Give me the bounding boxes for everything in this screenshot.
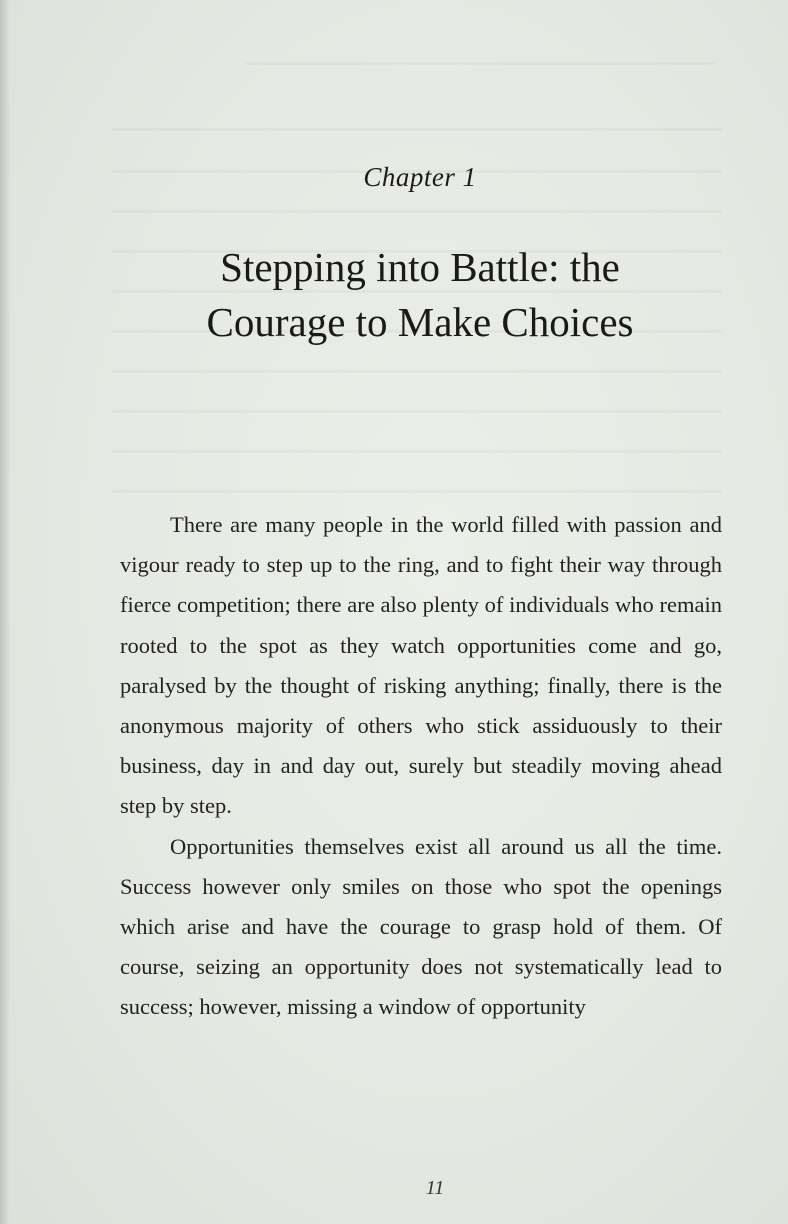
chapter-label: Chapter 1 bbox=[363, 162, 477, 192]
page-number: 11 bbox=[425, 1177, 445, 1199]
chapter-title-line-1: Stepping into Battle: the bbox=[220, 244, 620, 290]
body-text bbox=[120, 505, 722, 1028]
chapter-title bbox=[120, 240, 720, 350]
paragraph-2: Opportunities themselves exist all around us all the time. Success however only smiles on those who spot the openings which arise and have the courage to grasp hold of them. Of course, seizing an opportunity does not systematically lead to success; however, missing a window of opportunity bbox=[120, 833, 722, 1020]
chapter-title-line-2: Courage to Make Choices bbox=[206, 299, 634, 345]
paragraph-1: There are many people in the world filled with passion and vigour ready to step up to the ring, and to fight their way through fierce competition; there are also plenty of individuals who remain rooted to the spot as they watch opportunities come and go, paralysed by the thought of risking anything; finally, there is the anonymous majority of others who stick assiduously to their business, day in and day out, surely but steadily moving ahead step by step. bbox=[120, 512, 722, 819]
